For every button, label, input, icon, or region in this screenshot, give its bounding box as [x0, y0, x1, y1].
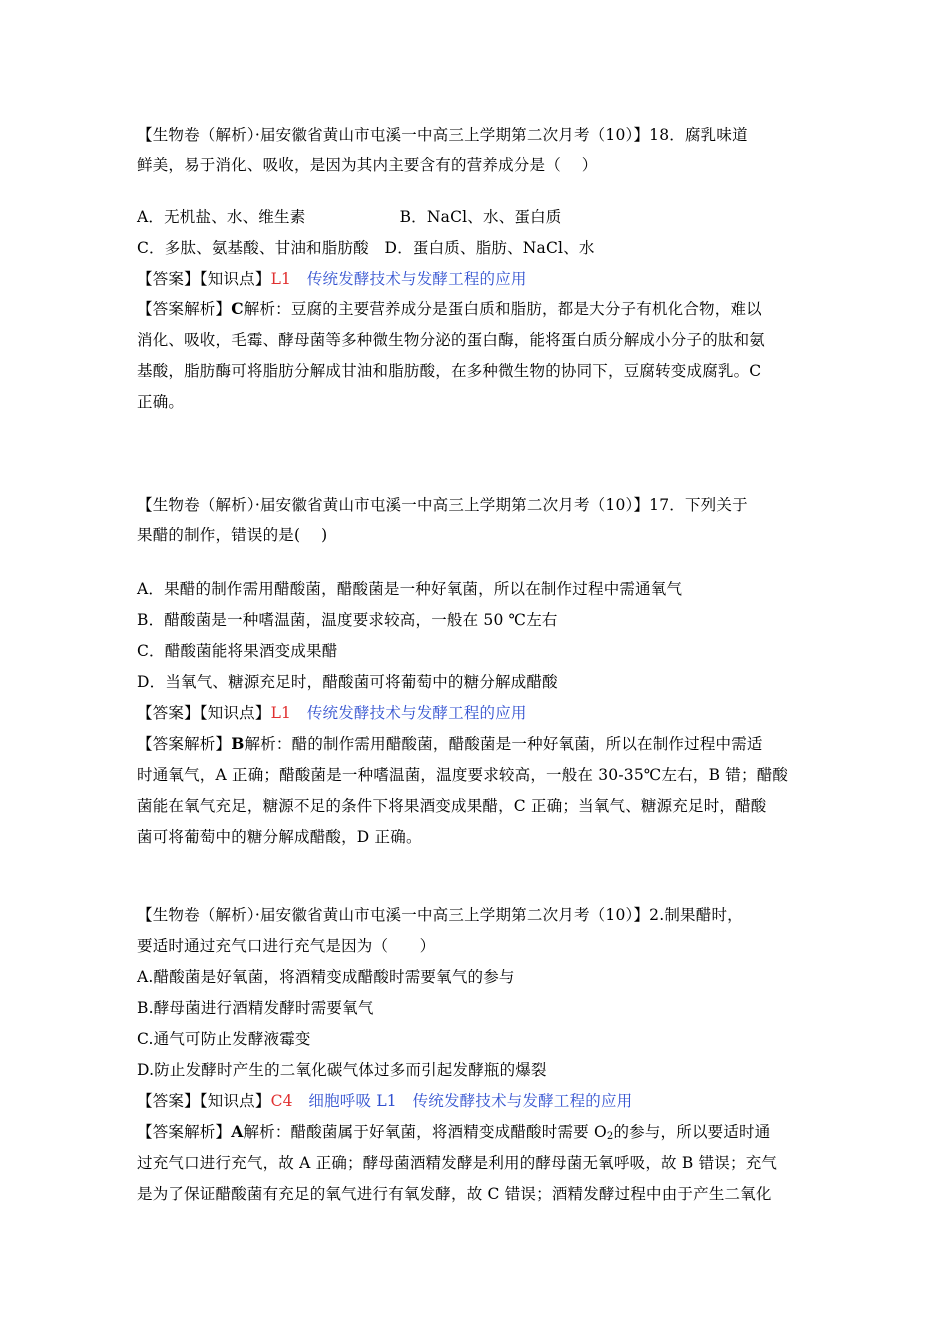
knowledge-code: C4 [270, 1092, 293, 1110]
question-1-analysis-line-3: 基酸，脂肪酶可将脂肪分解成甘油和脂肪酸，在多种微生物的协同下，豆腐转变成腐乳。C [137, 362, 762, 380]
question-3-answer [137, 1090, 632, 1112]
question-2-answer [137, 702, 527, 724]
question-2-analysis-line-3: 菌能在氧气充足，糖源不足的条件下将果酒变成果醋，C 正确；当氧气、糖源充足时，醋酸 [137, 797, 767, 815]
knowledge-topic: 传统发酵技术与发酵工程的应用 [291, 704, 527, 722]
analysis-key: B [231, 734, 245, 753]
knowledge-code: L1 [270, 270, 292, 288]
question-3-option-b: B.酵母菌进行酒精发酵时需要氧气 [137, 999, 374, 1017]
question-3-analysis-line-1 [137, 1121, 770, 1143]
analysis-label: 【答案解析】 [137, 300, 232, 318]
analysis-label: 【答案解析】 [137, 735, 232, 753]
question-1-analysis-line-2: 消化、吸收，毛霉、酵母菌等多种微生物分泌的蛋白酶，能将蛋白质分解成小分子的肽和氨 [137, 331, 766, 349]
question-3-stem-line-1: 【生物卷（解析）·届安徽省黄山市屯溪一中高三上学期第二次月考（10）】2.制果醋时， [137, 906, 743, 924]
question-2-analysis-line-1 [137, 733, 763, 755]
subscript: 2 [606, 1131, 614, 1142]
question-2-analysis-line-4: 菌可将葡萄中的糖分解成醋酸，D 正确。 [137, 828, 422, 846]
question-1-stem-line-1: 【生物卷（解析）·届安徽省黄山市屯溪一中高三上学期第二次月考（10）】18．腐乳味道 [137, 126, 748, 144]
answer-label: 【答案】【知识点】 [137, 704, 271, 722]
answer-label: 【答案】【知识点】 [137, 270, 271, 288]
question-3-analysis-line-3: 是为了保证醋酸菌有充足的氧气进行有氧发酵，故 C 错误；酒精发酵过程中由于产生二氧化 [137, 1185, 772, 1203]
question-3-option-d: D.防止发酵时产生的二氧化碳气体过多而引起发酵瓶的爆裂 [137, 1061, 547, 1079]
question-2-option-c: C．醋酸菌能将果酒变成果醋 [137, 642, 338, 660]
question-2-stem-line-1: 【生物卷（解析）·届安徽省黄山市屯溪一中高三上学期第二次月考（10）】17．下列关于 [137, 496, 748, 514]
question-3-analysis-line-2: 过充气口进行充气，故 A 正确；酵母菌酒精发酵是利用的酵母菌无氧呼吸，故 B 错误；充气 [137, 1154, 778, 1172]
analysis-key: A [231, 1122, 244, 1141]
question-2-option-b: B．醋酸菌是一种嗜温菌，温度要求较高，一般在 50 ℃左右 [137, 611, 558, 629]
answer-label: 【答案】【知识点】 [137, 1092, 271, 1110]
question-2-option-a: A．果醋的制作需用醋酸菌，醋酸菌是一种好氧菌，所以在制作过程中需通氧气 [137, 580, 683, 598]
question-1-answer [137, 268, 527, 290]
knowledge-code: L1 [270, 704, 292, 722]
analysis-text: 解析：醋酸菌属于好氧菌，将酒精变成醋酸时需要 O [243, 1123, 607, 1141]
question-3-stem-line-2: 要适时通过充气口进行充气是因为（ ） [137, 937, 436, 955]
analysis-label: 【答案解析】 [137, 1123, 232, 1141]
analysis-key: C [231, 299, 244, 318]
knowledge-topic: 细胞呼吸 L1 传统发酵技术与发酵工程的应用 [292, 1092, 633, 1110]
analysis-text-cont: 的参与，所以要适时通 [613, 1123, 771, 1141]
question-1-analysis-line-4: 正确。 [137, 393, 185, 411]
question-1-stem-line-2: 鲜美，易于消化、吸收，是因为其内主要含有的营养成分是（ ） [137, 156, 598, 174]
question-3-option-c: C.通气可防止发酵液霉变 [137, 1030, 311, 1048]
question-1-analysis-line-1 [137, 298, 762, 320]
question-2-analysis-line-2: 时通氧气，A 正确；醋酸菌是一种嗜温菌，温度要求较高，一般在 30-35℃左右，B 错；醋酸 [137, 766, 789, 784]
knowledge-topic: 传统发酵技术与发酵工程的应用 [291, 270, 527, 288]
question-1-option-line-2: C．多肽、氨基酸、甘油和脂肪酸 D．蛋白质、脂肪、NaCl、水 [137, 239, 595, 257]
question-3-option-a: A.醋酸菌是好氧菌，将酒精变成醋酸时需要氧气的参与 [137, 968, 515, 986]
question-2-stem-line-2: 果醋的制作，错误的是( ) [137, 526, 328, 544]
question-1-option-line-1: A．无机盐、水、维生素 B．NaCl、水、蛋白质 [137, 208, 562, 226]
analysis-text: 解析：醋的制作需用醋酸菌，醋酸菌是一种好氧菌，所以在制作过程中需适 [244, 735, 763, 753]
analysis-text: 解析：豆腐的主要营养成分是蛋白质和脂肪，都是大分子有机化合物，难以 [243, 300, 762, 318]
question-2-option-d: D．当氧气、糖源充足时，醋酸菌可将葡萄中的糖分解成醋酸 [137, 673, 558, 691]
